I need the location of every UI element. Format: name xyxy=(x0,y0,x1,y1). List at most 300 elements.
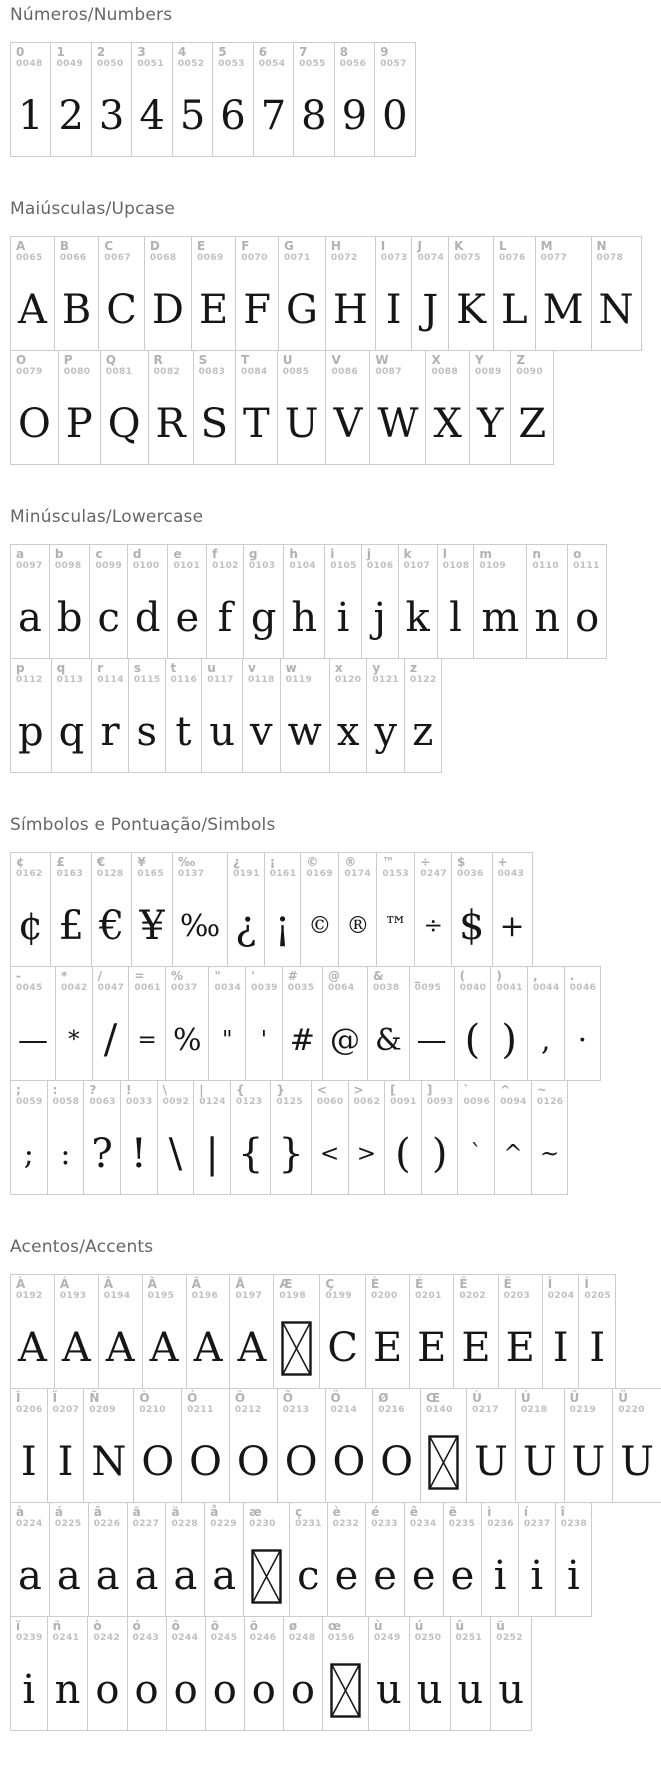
cell-header xyxy=(565,1389,613,1422)
cell-code: 0040 xyxy=(459,982,487,993)
charmap-cell xyxy=(289,1502,327,1617)
cell-code: 0037 xyxy=(170,982,198,993)
cell-code: 0227 xyxy=(132,1518,160,1529)
cell-code: 0059 xyxy=(16,1096,43,1107)
glyph: g xyxy=(250,595,277,641)
cell-header xyxy=(458,1081,494,1114)
cell-label: ø xyxy=(288,1619,298,1633)
cell-label: 2 xyxy=(96,45,106,59)
cell-code: 0042 xyxy=(61,982,88,993)
cell-glyph xyxy=(48,1114,84,1194)
cell-label: + xyxy=(497,855,508,869)
cell-glyph xyxy=(349,1114,385,1194)
cell-label: ù xyxy=(373,1619,383,1633)
glyph: u xyxy=(209,709,235,755)
cell-code: 0243 xyxy=(132,1632,160,1643)
charmap-cell xyxy=(448,236,494,351)
cell-label: õ xyxy=(210,1619,219,1633)
cell-label: ; xyxy=(16,1083,21,1097)
cell-code: 0087 xyxy=(375,366,402,377)
cell-glyph xyxy=(415,886,451,966)
charmap-cell xyxy=(47,1616,89,1731)
charmap-cell xyxy=(531,1080,569,1195)
charmap-cell xyxy=(205,1616,245,1731)
cell-glyph xyxy=(283,1000,322,1080)
charmap-cell xyxy=(469,350,511,465)
glyph: * xyxy=(68,1027,80,1053)
cell-label: å xyxy=(210,1505,219,1519)
cell-label: d xyxy=(132,547,142,561)
glyph: u xyxy=(457,1667,484,1713)
cell-label: s xyxy=(133,661,142,675)
cell-header xyxy=(385,1081,421,1114)
cell-label: \ xyxy=(162,1083,168,1097)
cell-code: 0229 xyxy=(210,1518,237,1529)
cell-header xyxy=(48,1081,84,1114)
glyph: i xyxy=(336,595,350,641)
charmap-cell xyxy=(10,544,50,659)
cell-glyph xyxy=(458,1114,494,1194)
charmap-cell xyxy=(47,1080,85,1195)
cell-code: 0084 xyxy=(241,366,268,377)
cell-header xyxy=(470,351,510,384)
cell-label: r xyxy=(97,661,104,675)
glyph: £ xyxy=(58,903,84,949)
charmap-cell xyxy=(89,544,127,659)
glyph: ‰ xyxy=(179,908,221,944)
cell-glyph xyxy=(231,1114,270,1194)
cell-header xyxy=(377,853,414,886)
charmap-cell xyxy=(92,966,130,1081)
cell-label: ‰ xyxy=(177,855,196,869)
charmap-cell xyxy=(564,966,602,1081)
cell-label: î xyxy=(560,1505,565,1519)
charmap-cell xyxy=(361,544,399,659)
cell-code: 0108 xyxy=(442,560,470,571)
cell-label: ] xyxy=(426,1083,433,1097)
charmap-cell xyxy=(327,1502,367,1617)
cell-glyph xyxy=(281,692,329,772)
cell-label: Î xyxy=(16,1391,21,1405)
notdef-glyph-icon xyxy=(330,1663,361,1718)
charmap-cell xyxy=(98,1274,143,1389)
glyph: @ xyxy=(329,1022,360,1058)
charmap-cell xyxy=(54,1274,99,1389)
cell-code: 0085 xyxy=(282,366,310,377)
glyph: ¡ xyxy=(274,903,291,949)
charmap-cell xyxy=(243,544,285,659)
glyph: j xyxy=(373,595,386,641)
cell-code: 0218 xyxy=(520,1404,548,1415)
cell-code: 0067 xyxy=(104,252,131,263)
cell-code: 0213 xyxy=(282,1404,310,1415)
cell-header xyxy=(536,237,591,270)
cell-header xyxy=(410,967,454,1000)
cell-header xyxy=(88,1617,126,1650)
cell-label: ç xyxy=(295,1505,303,1519)
cell-label: @ xyxy=(327,969,340,983)
cell-code: 0076 xyxy=(499,252,526,263)
charmap-cell xyxy=(54,236,99,351)
cell-code: 0094 xyxy=(500,1096,527,1107)
glyph: 5 xyxy=(179,93,206,139)
cell-code: 0156 xyxy=(327,1632,355,1643)
cell-label: ã xyxy=(132,1505,141,1519)
cell-header xyxy=(182,1389,229,1422)
cell-header xyxy=(491,967,527,1000)
cell-label: x xyxy=(334,661,343,675)
charmap-cell xyxy=(235,236,279,351)
glyph: d xyxy=(134,595,161,641)
cell-glyph xyxy=(245,1650,283,1730)
cell-code: 0228 xyxy=(171,1518,199,1529)
glyph: $ xyxy=(459,903,485,949)
cell-code: 0247 xyxy=(420,868,448,879)
cell-glyph xyxy=(244,1536,289,1616)
cell-code: 0070 xyxy=(241,252,268,263)
cell-label: 3 xyxy=(137,45,146,59)
charmap-cell xyxy=(425,350,469,465)
cell-header xyxy=(59,351,100,384)
cell-glyph xyxy=(11,1650,47,1730)
cell-header xyxy=(236,351,277,384)
cell-header xyxy=(236,237,278,270)
cell-code: 0056 xyxy=(339,58,367,69)
cell-label: ! xyxy=(125,1083,132,1097)
cell-label: ? xyxy=(89,1083,97,1097)
charmap-row xyxy=(10,658,651,773)
glyph: a xyxy=(212,1553,237,1599)
glyph: / xyxy=(103,1017,118,1063)
cell-label: < xyxy=(316,1083,327,1097)
glyph: h xyxy=(291,595,318,641)
cell-label: I xyxy=(380,239,386,253)
cell-glyph xyxy=(405,692,441,772)
cell-header xyxy=(421,1389,466,1422)
charmap-cell xyxy=(277,1388,326,1503)
cell-label: k xyxy=(403,547,412,561)
cell-glyph xyxy=(499,1308,542,1388)
cell-code: 0095 xyxy=(414,982,442,993)
glyph: ' xyxy=(260,1027,268,1053)
cell-code: 0239 xyxy=(16,1632,43,1643)
cell-code: 0069 xyxy=(196,252,224,263)
cell-code: 0099 xyxy=(95,560,123,571)
cell-code: 0219 xyxy=(569,1404,597,1415)
cell-glyph xyxy=(11,270,54,350)
cell-header xyxy=(230,1389,277,1422)
cell-header xyxy=(129,659,165,692)
charmap-row xyxy=(10,966,651,1081)
cell-code: 0194 xyxy=(103,1290,131,1301)
cell-glyph xyxy=(230,1308,273,1388)
cell-header xyxy=(482,1503,518,1536)
cell-code: 0251 xyxy=(455,1632,483,1643)
cell-code: 0083 xyxy=(198,366,226,377)
cell-label: n xyxy=(532,547,541,561)
cell-glyph xyxy=(369,1650,409,1730)
charmap-cell xyxy=(555,1502,593,1617)
cell-header xyxy=(254,43,293,76)
cell-glyph xyxy=(166,1536,204,1616)
charmap-cell xyxy=(348,1080,386,1195)
charmap-cell xyxy=(542,1274,580,1389)
cell-code: 0137 xyxy=(177,868,205,879)
glyph: q xyxy=(58,709,85,755)
cell-label: ' xyxy=(251,969,255,983)
cell-header xyxy=(511,351,553,384)
glyph: I xyxy=(385,287,402,333)
cell-glyph xyxy=(271,1114,310,1194)
cell-label: H xyxy=(330,239,341,253)
notdef-glyph-icon xyxy=(251,1549,282,1604)
glyph: © xyxy=(308,913,332,939)
cell-header xyxy=(366,1503,404,1536)
cell-glyph xyxy=(93,1000,129,1080)
cell-code: 0047 xyxy=(97,982,125,993)
cell-glyph xyxy=(132,76,171,156)
glyph: A xyxy=(61,1325,91,1371)
cell-header xyxy=(166,967,209,1000)
cell-glyph xyxy=(55,1308,98,1388)
glyph: i xyxy=(493,1553,507,1599)
cell-code: 0111 xyxy=(573,560,600,571)
glyph: ` xyxy=(470,1141,483,1167)
glyph: ^ xyxy=(503,1141,523,1167)
charmap-cell xyxy=(166,1616,206,1731)
cell-code: 0088 xyxy=(431,366,459,377)
cell-glyph xyxy=(290,1536,326,1616)
charmap-cell xyxy=(87,1616,127,1731)
cell-code: 0199 xyxy=(325,1290,352,1301)
charmap-cell xyxy=(273,1274,320,1389)
cell-label: à xyxy=(16,1505,25,1519)
cell-code: 0097 xyxy=(16,560,43,571)
cell-glyph xyxy=(265,886,301,966)
cell-label: € xyxy=(96,855,106,869)
cell-code: 0041 xyxy=(496,982,523,993)
cell-glyph xyxy=(166,692,202,772)
cell-header xyxy=(93,967,129,1000)
cell-header xyxy=(11,545,49,578)
cell-label: } xyxy=(276,1083,285,1097)
cell-label: K xyxy=(454,239,464,253)
cell-label: y xyxy=(372,661,381,675)
cell-label: S xyxy=(198,353,208,367)
cell-code: 0121 xyxy=(372,674,400,685)
glyph: e xyxy=(175,595,200,641)
cell-label: É xyxy=(415,1277,424,1291)
cell-label: Á xyxy=(59,1277,70,1291)
cell-code: 0210 xyxy=(139,1404,166,1415)
cell-label: È xyxy=(370,1277,380,1291)
charmap-cell xyxy=(443,1502,483,1617)
cell-header xyxy=(48,1389,84,1422)
cell-header xyxy=(145,237,191,270)
cell-code: 0217 xyxy=(472,1404,499,1415)
cell-glyph xyxy=(132,886,171,966)
glyph: 0 xyxy=(382,93,408,139)
cell-label: o xyxy=(573,547,582,561)
cell-label: ~ xyxy=(536,1083,547,1097)
cell-glyph xyxy=(467,1422,515,1502)
cell-header xyxy=(281,659,329,692)
cell-header xyxy=(246,967,282,1000)
charmap-cell xyxy=(612,1388,661,1503)
cell-header xyxy=(284,545,324,578)
cell-label: 4 xyxy=(177,45,187,59)
cell-glyph xyxy=(385,1114,421,1194)
charmap-cell xyxy=(128,658,166,773)
charmap-cell xyxy=(172,852,228,967)
cell-code: 0035 xyxy=(287,982,315,993)
section-title: Maiúsculas/Upcase xyxy=(10,199,175,219)
glyph: | xyxy=(205,1131,219,1177)
cell-code: 0123 xyxy=(235,1096,263,1107)
charmap-cell xyxy=(204,1502,244,1617)
glyph: f xyxy=(217,595,233,641)
cell-glyph xyxy=(330,692,367,772)
charmap-cell xyxy=(278,236,326,351)
charmap-cell xyxy=(243,1502,290,1617)
cell-glyph xyxy=(323,1650,368,1730)
cell-glyph xyxy=(207,578,243,658)
cell-code: 0195 xyxy=(147,1290,175,1301)
cell-header xyxy=(192,237,235,270)
glyph: i xyxy=(22,1667,36,1713)
charmap-cell xyxy=(365,1502,405,1617)
cell-header xyxy=(128,1503,166,1536)
charmap-cell xyxy=(10,1274,55,1389)
cell-glyph xyxy=(143,1308,186,1388)
cell-label: ë xyxy=(448,1505,457,1519)
cell-label: 8 xyxy=(339,45,348,59)
cell-label: m xyxy=(479,547,492,561)
charmap-cell xyxy=(325,1388,374,1503)
cell-header xyxy=(362,545,398,578)
cell-glyph xyxy=(326,384,369,464)
cell-header xyxy=(543,1275,579,1308)
cell-glyph xyxy=(543,1308,579,1388)
cell-header xyxy=(405,659,441,692)
glyph: O xyxy=(141,1439,175,1485)
cell-header xyxy=(326,1389,373,1422)
charmap-row xyxy=(10,350,651,465)
cell-header xyxy=(206,1617,244,1650)
glyph: I xyxy=(589,1325,606,1371)
cell-header xyxy=(284,1617,322,1650)
cell-header xyxy=(532,1081,568,1114)
charmap-cell xyxy=(409,966,455,1081)
charmap-cell xyxy=(10,236,55,351)
cell-code: 0198 xyxy=(279,1290,306,1301)
cell-label: 0 xyxy=(16,45,25,59)
charmap-cell xyxy=(10,852,51,967)
cell-code: 0036 xyxy=(457,868,484,879)
cell-label: û xyxy=(455,1619,465,1633)
cell-glyph xyxy=(377,886,414,966)
charmap-cell xyxy=(481,1502,519,1617)
cell-header xyxy=(326,237,375,270)
cell-code: 0203 xyxy=(503,1290,531,1301)
cell-label: . xyxy=(569,969,575,983)
glyph: D xyxy=(151,287,184,333)
charmap-cell xyxy=(329,658,368,773)
cell-label: ¥ xyxy=(137,855,146,869)
charmap-cell xyxy=(398,544,438,659)
cell-glyph xyxy=(279,270,325,350)
cell-code: 0062 xyxy=(353,1096,381,1107)
cell-glyph xyxy=(243,692,280,772)
cell-label: P xyxy=(63,353,73,367)
glyph: W xyxy=(377,401,419,447)
glyph: A xyxy=(149,1325,179,1371)
charmap-cell xyxy=(229,1388,278,1503)
cell-glyph xyxy=(339,886,376,966)
cell-label: F xyxy=(241,239,250,253)
cell-glyph xyxy=(495,1114,531,1194)
cell-label: Ø xyxy=(378,1391,389,1405)
cell-header xyxy=(55,237,98,270)
cell-label: ú xyxy=(414,1619,424,1633)
charmap-cell xyxy=(280,658,330,773)
cell-header xyxy=(455,967,491,1000)
cell-header xyxy=(415,853,451,886)
cell-label: p xyxy=(16,661,25,675)
glyph: A xyxy=(193,1325,223,1371)
cell-label: ^ xyxy=(500,1083,511,1097)
cell-label: T xyxy=(241,353,250,367)
glyph: a xyxy=(95,1553,120,1599)
charmap-cell xyxy=(374,42,415,157)
cell-header xyxy=(370,351,425,384)
charmap-cell xyxy=(453,1274,498,1389)
cell-header xyxy=(495,1081,531,1114)
charmap-cell xyxy=(510,350,554,465)
glyph: M xyxy=(542,287,584,333)
cell-glyph xyxy=(493,886,532,966)
charmap-row xyxy=(10,1616,651,1731)
cell-code: 0053 xyxy=(218,58,245,69)
cell-glyph xyxy=(50,1536,88,1616)
charmap-cell xyxy=(264,852,302,967)
cell-glyph xyxy=(568,578,606,658)
cell-glyph xyxy=(202,692,242,772)
glyph: e xyxy=(411,1553,436,1599)
cell-label: A xyxy=(16,239,26,253)
charmap-cell xyxy=(128,966,166,1081)
cell-glyph xyxy=(145,270,191,350)
cell-label: 6 xyxy=(258,45,268,59)
cell-code: 0161 xyxy=(269,868,297,879)
cell-code: 0252 xyxy=(496,1632,523,1643)
cell-header xyxy=(278,351,326,384)
cell-label: e xyxy=(173,547,182,561)
cell-glyph xyxy=(129,1000,165,1080)
cell-label: u xyxy=(207,661,216,675)
glyph: v xyxy=(249,709,273,755)
cell-header xyxy=(231,1081,270,1114)
cell-glyph xyxy=(376,270,412,350)
charmap-cell xyxy=(414,852,452,967)
cell-header xyxy=(166,659,202,692)
cell-label: Æ xyxy=(279,1277,293,1291)
glyph: · xyxy=(577,1022,588,1058)
cell-code: 0049 xyxy=(56,58,84,69)
charmap-cell xyxy=(372,1388,421,1503)
glyph: ™ xyxy=(384,913,408,939)
cell-header xyxy=(452,853,491,886)
